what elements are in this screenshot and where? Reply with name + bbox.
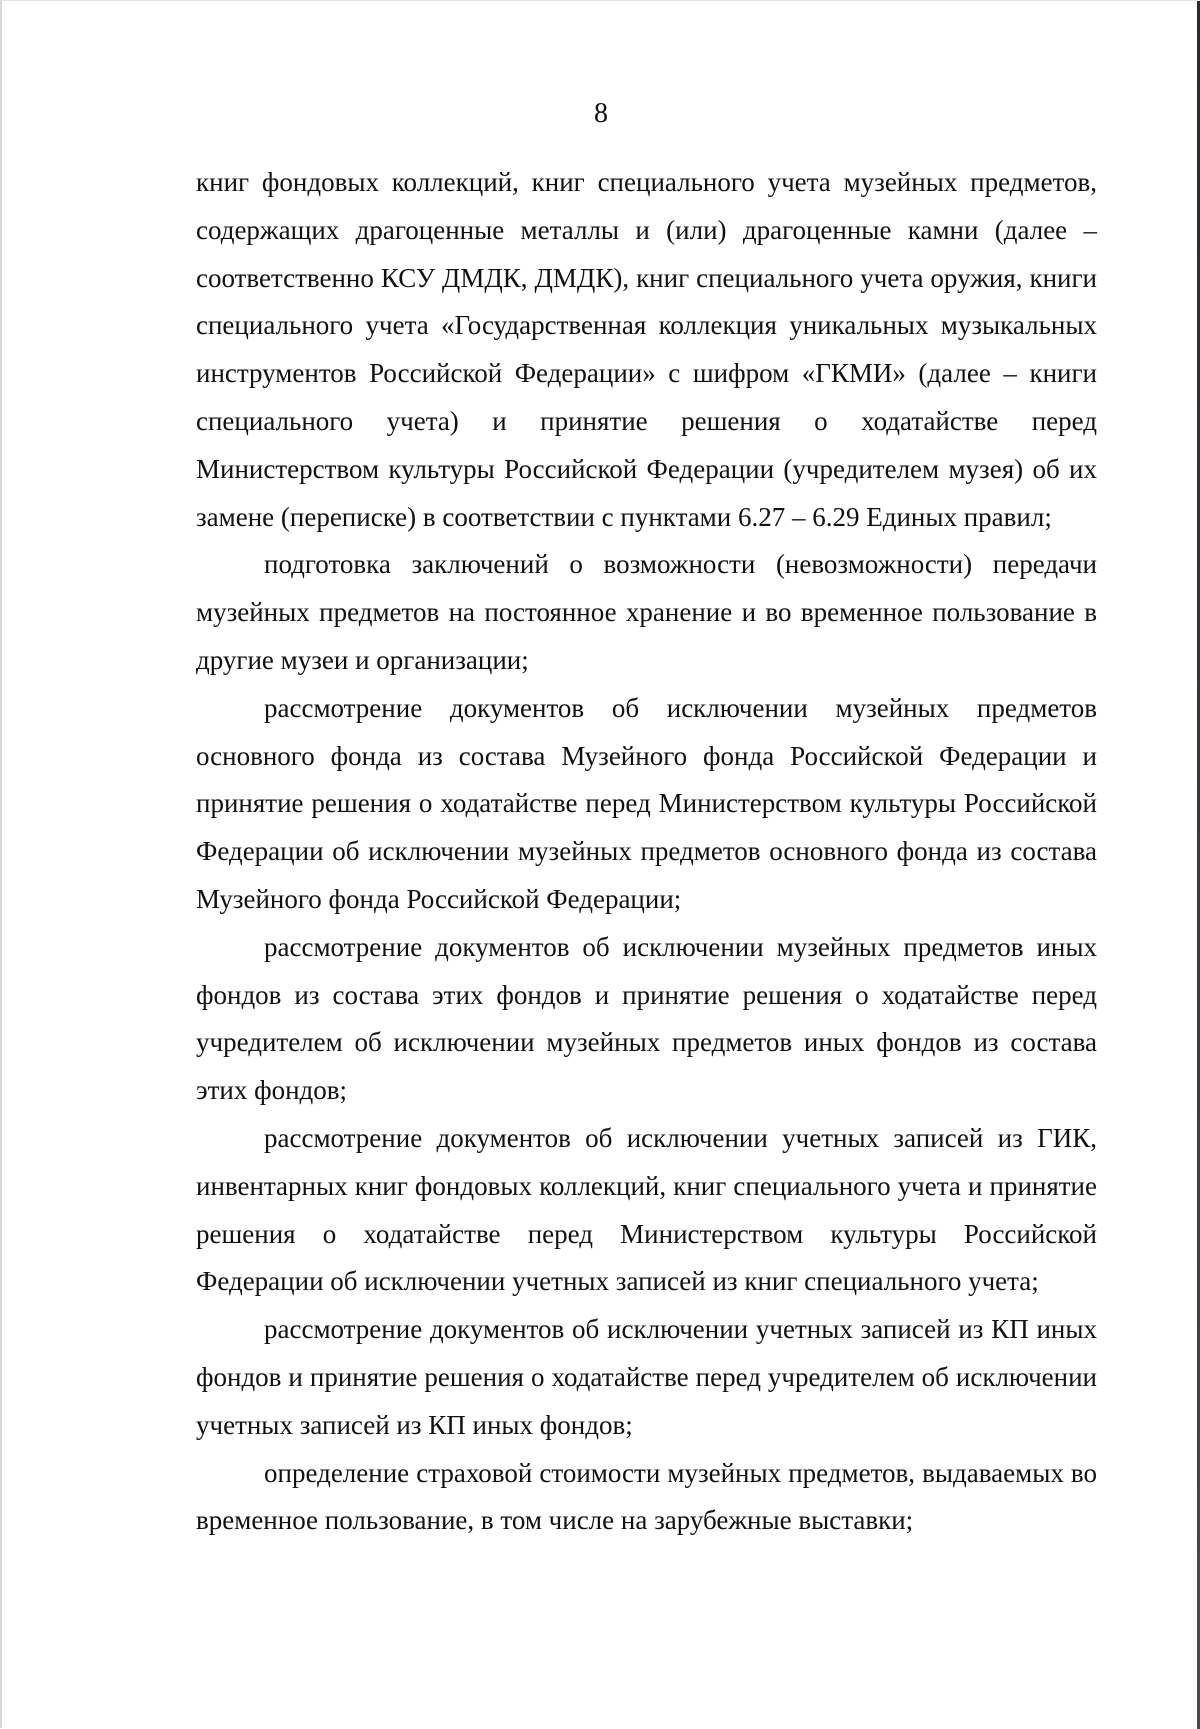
paragraph-5: рассмотрение документов об исключении учетных записей из ГИК, инвентарных книг фондовых коллекций, книг специального учета и принятие решения о ходатайстве перед Министерством культуры Российской Федерации об исключении учетных записей из книг специального учета; bbox=[196, 1122, 1097, 1297]
paragraph-3: рассмотрение документов об исключении музейных предметов основного фонда из состава Музейного фонда Российской Федерации и принятие решения о ходатайстве перед Министерством культуры Российской Федерации об исключении музейных предметов основного фонда из состава Музейного фонда Российской Федерации; bbox=[196, 692, 1097, 914]
paragraph-1: книг фондовых коллекций, книг специального учета музейных предметов, содержащих драгоценные металлы и (или) драгоценные камни (далее – соответственно КСУ ДМДК, ДМДК), книг специального учета оружия, книги специального учета «Государственная коллекция уникальных музыкальных инструментов Российской Федерации» с шифром «ГКМИ» (далее – книги специального учета) и принятие решения о ходатайстве перед Министерством культуры Российской Федерации (учредителем музея) об их замене (переписке) в соответствии с пунктами 6.27 – 6.29 Единых правил; bbox=[196, 167, 1097, 532]
paragraph-4: рассмотрение документов об исключении музейных предметов иных фондов из состава этих фондов и принятие решения о ходатайстве перед учредителем об исключении музейных предметов иных фондов из состава этих фондов; bbox=[196, 931, 1097, 1106]
paragraph-2: подготовка заключений о возможности (невозможности) передачи музейных предметов на постоянное хранение и во временное пользование в другие музеи и организации; bbox=[196, 549, 1097, 675]
paragraph-6: рассмотрение документов об исключении учетных записей из КП иных фондов и принятие решения о ходатайстве перед учредителем об исключении учетных записей из КП иных фондов; bbox=[196, 1314, 1097, 1440]
paragraph-7: определение страховой стоимости музейных предметов, выдаваемых во временное пользование, в том числе на зарубежные выставки; bbox=[196, 1457, 1097, 1536]
page-number: 8 bbox=[594, 98, 608, 129]
document-body bbox=[196, 159, 1097, 1545]
